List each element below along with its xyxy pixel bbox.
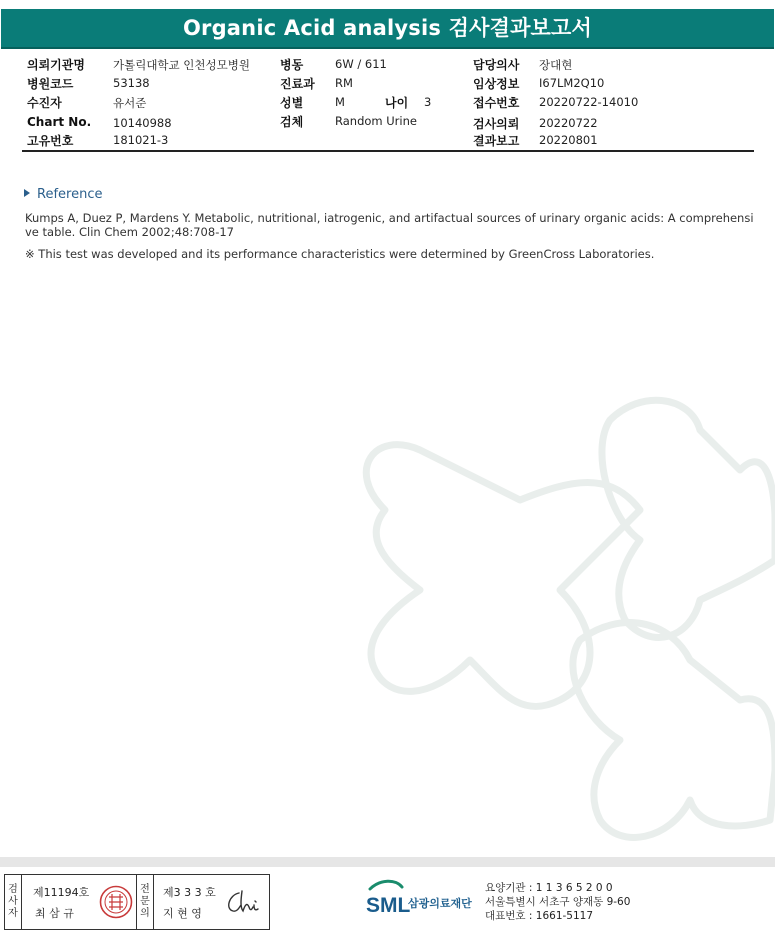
collector-value: 유서준	[113, 96, 147, 110]
sml-logo	[366, 879, 486, 924]
info-divider	[22, 150, 754, 152]
specimen-label: 검체	[280, 115, 304, 129]
doctor-value: 장대현	[539, 58, 573, 72]
receipt-value: 20220722-14010	[539, 95, 639, 109]
ward-value: 6W / 611	[335, 57, 387, 71]
age-value: 3	[424, 95, 432, 109]
clinical-value: I67LM2Q10	[539, 76, 605, 90]
signature-box	[4, 874, 270, 930]
org-address: 서울특별시 서초구 양재동 9-60	[485, 896, 631, 908]
report-date-value: 20220801	[539, 133, 598, 147]
signature-icon	[223, 887, 263, 917]
footer-divider	[0, 857, 775, 867]
tester-vertical-label: 검 사 자	[5, 875, 22, 929]
department-value: RM	[335, 76, 353, 90]
org-phone: 대표번호 : 1661-5117	[485, 910, 594, 922]
department-label: 진료과	[280, 77, 315, 91]
logo-org-text: 삼광의료재단	[408, 897, 472, 910]
hospital-code-label: 병원코드	[27, 77, 74, 91]
institution-label: 의뢰기관명	[27, 58, 85, 72]
report-title: Organic Acid analysis 검사결과보고서	[1, 9, 774, 49]
hospital-code-value: 53138	[113, 76, 150, 90]
specialist-vertical-label: 전 문 의	[136, 875, 154, 929]
receipt-label: 접수번호	[473, 96, 520, 110]
unique-no-label: 고유번호	[27, 134, 74, 148]
expand-triangle-icon	[24, 189, 30, 197]
collector-label: 수진자	[27, 96, 62, 110]
specialist-license-no: 제3 3 3 호	[163, 886, 216, 899]
specimen-value: Random Urine	[335, 114, 417, 128]
reference-heading-text: Reference	[37, 187, 103, 202]
chart-no-label: Chart No.	[27, 115, 92, 129]
tester-name: 최 삼 규	[35, 907, 74, 920]
reference-citation: Kumps A, Duez P, Mardens Y. Metabolic, nutritional, iatrogenic, and artifactual sources of urinary organic acids: A comprehensive table. Clin Chem 2002;48:708-17	[25, 211, 754, 239]
test-note: ※ This test was developed and its performance characteristics were determined by GreenCross Laboratories.	[25, 247, 655, 261]
sex-label: 성별	[280, 96, 304, 110]
age-label: 나이	[385, 96, 409, 110]
unique-no-value: 181021-3	[113, 133, 169, 147]
org-contact	[485, 881, 630, 923]
request-label: 검사의뢰	[473, 117, 520, 131]
ward-label: 병동	[280, 58, 304, 72]
reference-heading[interactable]	[24, 187, 102, 202]
clinical-label: 임상정보	[473, 77, 520, 91]
institution-value: 가톨릭대학교 인천성모병원	[113, 58, 250, 72]
doctor-label: 담당의사	[473, 58, 520, 72]
specialist-name: 지 현 영	[163, 907, 202, 920]
tester-license-no: 제11194호	[33, 886, 90, 899]
chart-no-value: 10140988	[113, 116, 172, 130]
report-date-label: 결과보고	[473, 134, 520, 148]
org-code: 요양기관 : 1 1 3 6 5 2 0 0	[485, 882, 613, 894]
patient-info	[0, 56, 775, 150]
logo-sml-text: SML	[366, 894, 411, 917]
seal-stamp-icon	[99, 885, 133, 919]
sex-value: M	[335, 95, 345, 109]
request-value: 20220722	[539, 116, 598, 130]
